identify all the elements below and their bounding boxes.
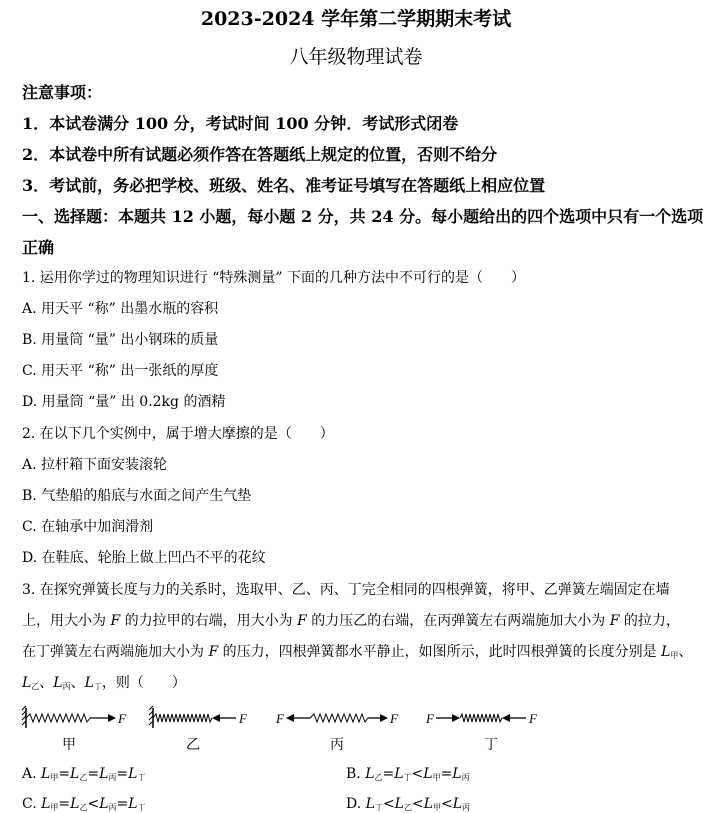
q2-option-b: B. 气垫船的船底与水面之间产生气垫 bbox=[22, 488, 252, 504]
spring-jia bbox=[22, 706, 127, 728]
q2-option-d: D. 在鞋底、轮胎上做上凹凸不平的花纹 bbox=[22, 550, 266, 566]
force-label: F bbox=[529, 711, 537, 726]
q3-option-b: B. $L_乙=L_丁<L_甲=L_丙$ bbox=[346, 766, 470, 782]
force-label: F bbox=[426, 711, 434, 726]
q3-stem-line: $L_乙$、$L_丙$、$L_丁$，则（ ） bbox=[22, 675, 186, 691]
notice-heading: 注意事项： bbox=[22, 83, 103, 102]
spring-bing bbox=[275, 711, 399, 726]
notice-item: 2．本试卷中所有试题必须作答在答题纸上规定的位置，否则不给分 bbox=[22, 145, 498, 164]
q2-option-c: C. 在轴承中加润滑剂 bbox=[22, 519, 154, 535]
force-label: F bbox=[276, 711, 284, 726]
section-heading: 一、选择题：本题共 12 小题，每小题 2 分，共 24 分。每小题给出的四个选项中只有一个选项 bbox=[22, 207, 704, 226]
q2-stem: 2. 在以下几个实例中，属于增大摩擦的是（ ） bbox=[22, 426, 334, 442]
q3-option-c: C. $L_甲=L_乙<L_丙=L_丁$ bbox=[22, 796, 146, 812]
q3-stem-line: 上，用大小为 F 的力拉甲的右端，用大小为 F 的力压乙的右端，在丙弹簧左右两端施加大小为 F 的拉力， bbox=[22, 613, 680, 629]
q3-stem-line: 在丁弹簧左右两端施加大小为 F 的压力，四根弹簧都水平静止，如图所示，此时四根弹簧的长度分别是 $L_甲$、 bbox=[22, 644, 693, 660]
spring-ding bbox=[425, 711, 538, 726]
page-title: 2023-2024 学年第二学期期末考试 bbox=[200, 8, 512, 30]
force-label: F bbox=[118, 711, 126, 726]
q1-option-d: D. 用量筒 “量” 出 0.2kg 的酒精 bbox=[22, 394, 226, 410]
diagram-label-ding: 丁 bbox=[484, 737, 498, 753]
page-subtitle: 八年级物理试卷 bbox=[289, 46, 423, 68]
q3-stem-line: 3. 在探究弹簧长度与力的关系时，选取甲、乙、丙、丁完全相同的四根弹簧，将甲、乙弹簧左端固定在墙 bbox=[22, 582, 670, 598]
q1-stem: 1. 运用你学过的物理知识进行 “特殊测量” 下面的几种方法中不可行的是（ ） bbox=[22, 270, 526, 286]
spring-yi bbox=[149, 706, 248, 728]
diagram-label-jia: 甲 bbox=[62, 737, 76, 753]
force-label: F bbox=[390, 711, 398, 726]
q1-option-a: A. 用天平 “称” 出墨水瓶的容积 bbox=[22, 301, 219, 317]
notice-item: 1．本试卷满分 100 分，考试时间 100 分钟．考试形式闭卷 bbox=[22, 114, 459, 133]
q1-option-b: B. 用量筒 “量” 出小钢珠的质量 bbox=[22, 332, 219, 348]
q3-option-d: D. $L_丁<L_乙<L_甲<L_丙$ bbox=[346, 796, 471, 812]
notice-item: 3．考试前，务必把学校、班级、姓名、准考证号填写在答题纸上相应位置 bbox=[22, 176, 546, 195]
q3-option-a: A. $L_甲=L_乙=L_丙=L_丁$ bbox=[22, 766, 146, 782]
diagram-label-bing: 丙 bbox=[330, 737, 344, 753]
force-label: F bbox=[239, 711, 247, 726]
q1-option-c: C. 用天平 “称” 出一张纸的厚度 bbox=[22, 363, 219, 379]
q2-option-a: A. 拉杆箱下面安装滚轮 bbox=[22, 457, 168, 473]
diagram-label-yi: 乙 bbox=[186, 737, 200, 753]
section-heading-cont: 正确 bbox=[22, 238, 55, 257]
